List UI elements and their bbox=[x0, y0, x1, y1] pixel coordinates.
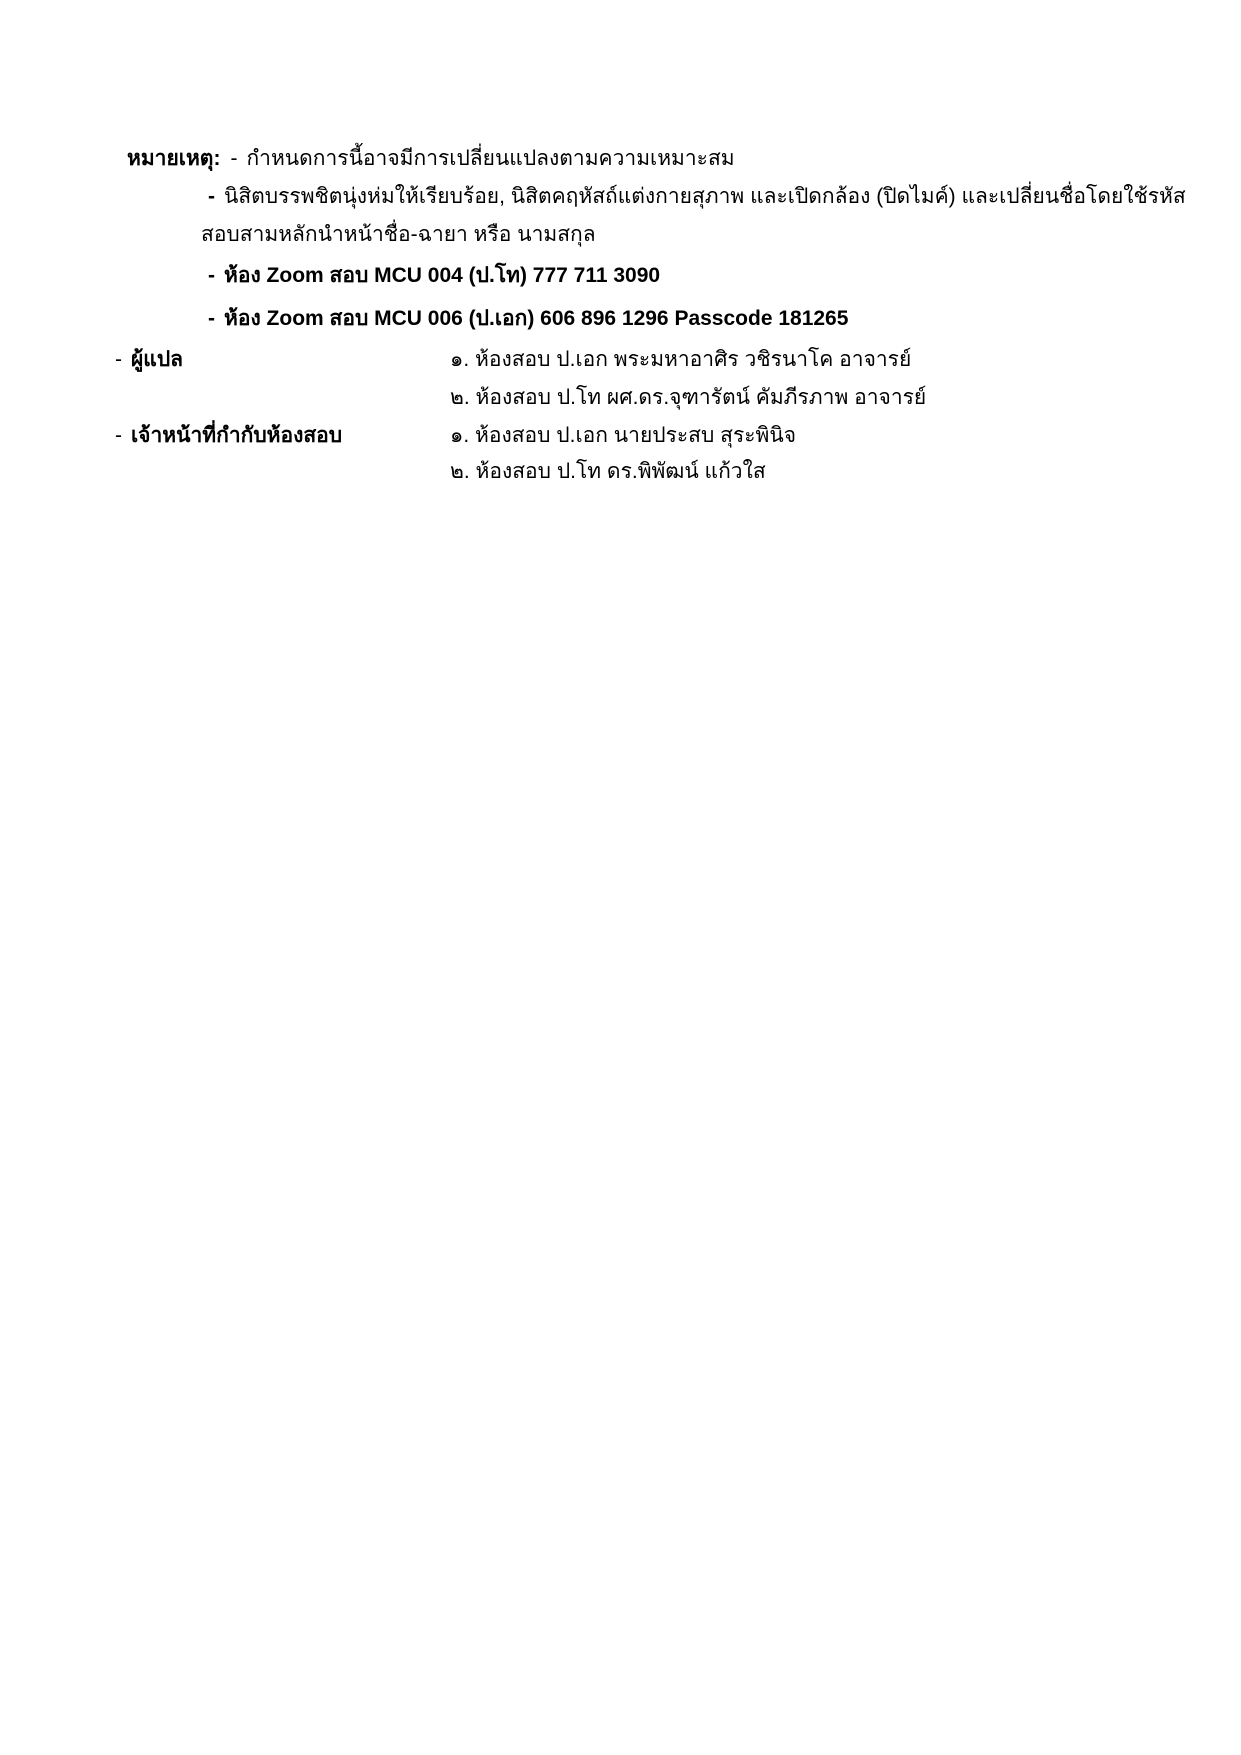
note-text: สอบสามหลักนำหน้าชื่อ-ฉายา หรือ นามสกุล bbox=[201, 223, 596, 246]
role-dash: - bbox=[115, 348, 122, 371]
note-text: กำหนดการนี้อาจมีการเปลี่ยนแปลงตามความเหมาะสม bbox=[246, 147, 735, 170]
role-entry: ๒. ห้องสอบ ป.โท ดร.พิพัฒน์ แก้วใส bbox=[450, 460, 766, 483]
role-dash: - bbox=[115, 424, 122, 447]
note-text: นิสิตบรรพชิตนุ่งห่มให้เรียบร้อย, นิสิตคฤหัสถ์แต่งกายสุภาพ และเปิดกล้อง (ปิดไมค์) และเปลี่ยนชื่อโดยใช้รหัส bbox=[224, 185, 1186, 208]
note-dash: - bbox=[208, 264, 215, 287]
zoom-room-text: ห้อง Zoom สอบ MCU 004 (ป.โท) 777 711 3090 bbox=[224, 264, 661, 287]
role-label: เจ้าหน้าที่กำกับห้องสอบ bbox=[131, 424, 343, 447]
note-line-zoom-room-mcu006 bbox=[208, 304, 848, 334]
role-entry: ๑. ห้องสอบ ป.เอก พระมหาอาศิร วชิรนาโค อาจารย์ bbox=[450, 348, 912, 371]
note-line bbox=[127, 144, 735, 174]
role-entry: ๒. ห้องสอบ ป.โท ผศ.ดร.จุฑารัตน์ คัมภีรภาพ อาจารย์ bbox=[450, 386, 927, 409]
role-label-group bbox=[115, 345, 183, 375]
role-entry: ๑. ห้องสอบ ป.เอก นายประสบ สุระพินิจ bbox=[450, 424, 797, 447]
note-dash: - bbox=[230, 147, 238, 170]
note-line bbox=[208, 182, 1186, 212]
notes-label: หมายเหตุ: bbox=[127, 147, 221, 170]
role-label-group bbox=[115, 421, 342, 451]
note-line bbox=[201, 220, 596, 250]
note-dash: - bbox=[208, 185, 215, 208]
role-label: ผู้แปล bbox=[131, 348, 184, 371]
note-dash: - bbox=[208, 307, 215, 330]
zoom-room-text: ห้อง Zoom สอบ MCU 006 (ป.เอก) 606 896 1296 Passcode 181265 bbox=[224, 307, 849, 330]
note-line-zoom-room-mcu004 bbox=[208, 261, 660, 291]
